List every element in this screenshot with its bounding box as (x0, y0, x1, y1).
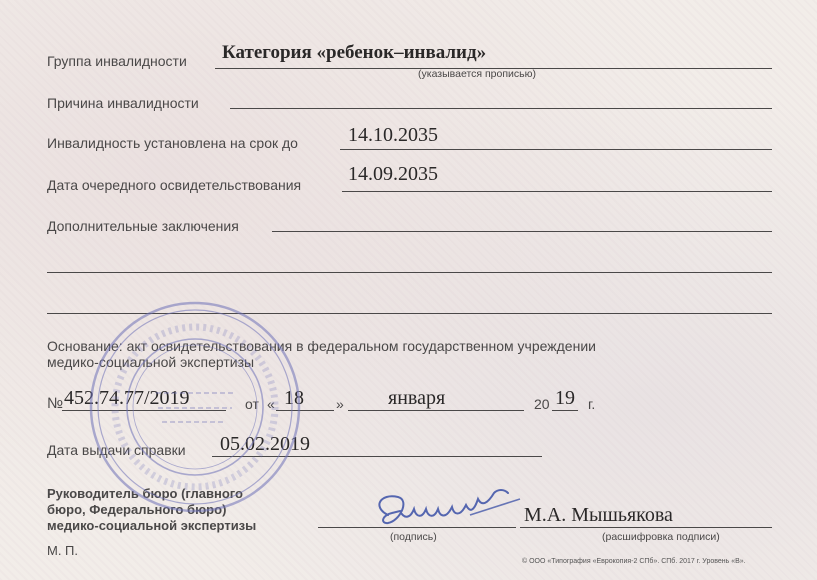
issue-date-line (212, 456, 542, 457)
issue-date-value: 05.02.2019 (220, 433, 310, 455)
number-line (62, 410, 226, 411)
next-exam-label: Дата очередного освидетельствования (47, 177, 302, 193)
basis-line-1: Основание: акт освидетельствования в федеральном государственном учреждении (47, 338, 596, 354)
from-label: от (245, 396, 259, 412)
additional-line-1 (272, 231, 772, 232)
month-line (348, 410, 524, 411)
term-label: Инвалидность установлена на срок до (47, 135, 298, 151)
head-name: М.А. Мышьякова (524, 504, 673, 526)
seal-place: М. П. (47, 543, 79, 558)
quote-close: » (336, 396, 344, 412)
group-label: Группа инвалидности (47, 53, 187, 69)
head-title (47, 486, 256, 534)
group-hint: (указывается прописью) (418, 68, 536, 80)
next-exam-value: 14.09.2035 (348, 163, 438, 185)
name-hint: (расшифровка подписи) (602, 531, 720, 543)
signature-line (318, 527, 516, 528)
act-year: 19 (555, 387, 575, 409)
signature-hint: (подпись) (390, 531, 437, 543)
additional-line-2 (47, 272, 772, 273)
additional-line-3 (47, 313, 772, 314)
name-line (520, 527, 772, 528)
day-line (276, 410, 334, 411)
year-prefix: 20 (534, 396, 550, 412)
head-title-line-1: Руководитель бюро (главного (47, 486, 243, 501)
year-line (552, 410, 578, 411)
issue-date-label: Дата выдачи справки (47, 442, 186, 458)
cause-line (230, 108, 772, 109)
term-line (340, 149, 772, 150)
number-prefix: № (47, 395, 64, 412)
printer-footer: © ООО «Типография «Еврокопия-2 СПб». СПб. 2017 г. Уровень «В». (522, 558, 746, 565)
act-day: 18 (284, 387, 304, 409)
next-exam-line (342, 191, 772, 192)
year-suffix: г. (588, 396, 596, 412)
quote-open: « (267, 396, 275, 412)
group-value: Категория «ребенок–инвалид» (222, 42, 487, 63)
act-month: января (388, 387, 446, 409)
additional-label: Дополнительные заключения (47, 218, 239, 234)
head-title-line-3: медико-социальной экспертизы (47, 518, 257, 533)
head-title-line-2: бюро, Федерального бюро) (47, 502, 227, 517)
basis-line-2: медико-социальной экспертизы (47, 354, 255, 370)
term-value: 14.10.2035 (348, 124, 438, 146)
cause-label: Причина инвалидности (47, 95, 199, 111)
act-number: 452.74.77/2019 (64, 387, 190, 409)
